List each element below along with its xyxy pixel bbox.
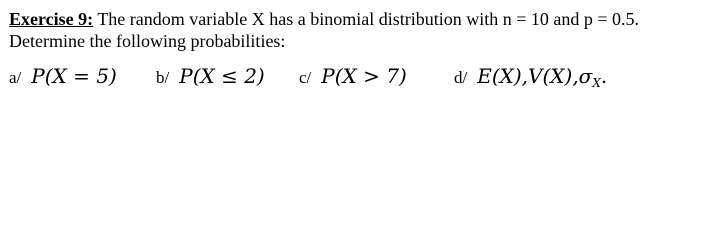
part-d-expression-main: E(X),V(X),σ (477, 64, 593, 88)
part-b-expression: P(X ≤ 2) (179, 64, 265, 88)
part-a-expression: P(X = 5) (31, 64, 117, 88)
part-d-expression (477, 64, 607, 88)
exercise-instruction: Determine the following probabilities: (9, 31, 286, 51)
exercise-block (9, 8, 709, 52)
part-d-subscript: X (592, 76, 601, 90)
exercise-statement: The random variable X has a binomial distribution with n = 10 and p = 0.5. (93, 9, 640, 29)
exercise-title: Exercise 9: (9, 9, 94, 29)
part-c-expression: P(X > 7) (321, 64, 407, 88)
question-parts (9, 64, 709, 94)
part-a-label: a/ (9, 68, 22, 87)
part-d-period: . (600, 64, 608, 88)
part-a (9, 64, 117, 88)
exercise-statement-line (9, 8, 709, 30)
part-d-label: d/ (454, 68, 468, 87)
part-d (454, 64, 607, 90)
part-c (299, 64, 407, 88)
part-c-label: c/ (299, 68, 312, 87)
part-b (156, 64, 265, 88)
part-b-label: b/ (156, 68, 170, 87)
